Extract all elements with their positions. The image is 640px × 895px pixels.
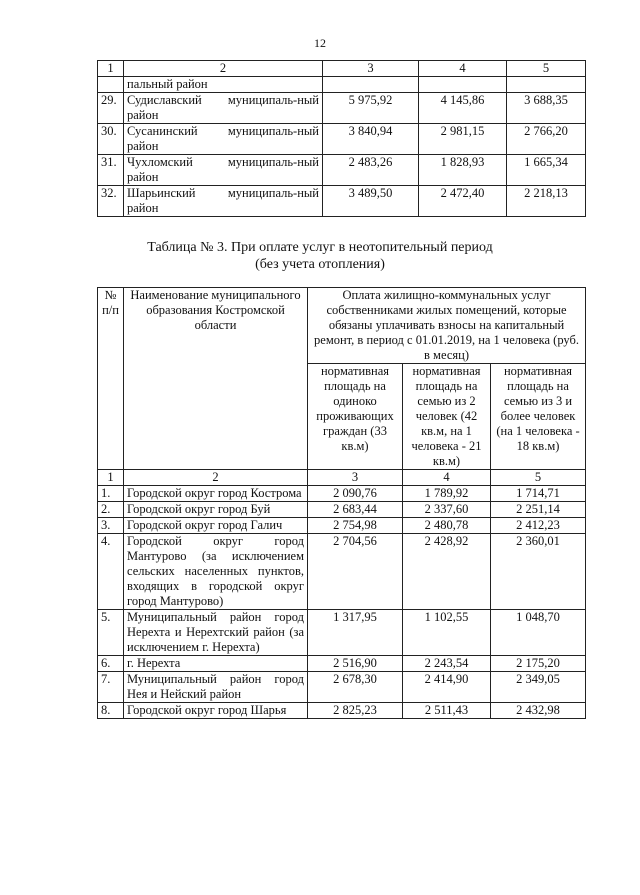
row-c3: 2 754,98 (308, 518, 403, 534)
row-c4: 2 511,43 (403, 703, 491, 719)
row-num: 30. (98, 124, 124, 155)
col-index: 3 (308, 470, 403, 486)
row-name: Городской округ город Шарья (124, 703, 308, 719)
table-row (98, 672, 586, 703)
row-c5: 1 714,71 (491, 486, 586, 502)
row-c5: 2 766,20 (507, 124, 586, 155)
row-c4: 1 828,93 (419, 155, 507, 186)
row-num: 29. (98, 93, 124, 124)
col-index: 1 (98, 470, 124, 486)
row-c4: 2 337,60 (403, 502, 491, 518)
row-name: пальный район (124, 77, 323, 93)
col-index: 4 (419, 61, 507, 77)
row-c5: 3 688,35 (507, 93, 586, 124)
row-c5: 2 218,13 (507, 186, 586, 217)
table-row (98, 534, 586, 610)
row-c4: 2 472,40 (419, 186, 507, 217)
row-num: 5. (98, 610, 124, 656)
row-c4: 2 414,90 (403, 672, 491, 703)
row-name: Муниципальный район город Нерехта и Нерехтский район (за исключением г. Нерехта) (124, 610, 308, 656)
table-row (98, 502, 586, 518)
row-c5: 2 432,98 (491, 703, 586, 719)
table-row (98, 486, 586, 502)
table-header-row (98, 288, 586, 364)
row-c4: 1 789,92 (403, 486, 491, 502)
col-index: 5 (491, 470, 586, 486)
row-c4: 2 243,54 (403, 656, 491, 672)
table-title-line2: (без учета отопления) (255, 257, 385, 272)
header-num: № п/п (98, 288, 124, 470)
row-c4: 2 981,15 (419, 124, 507, 155)
row-c5: 2 360,01 (491, 534, 586, 610)
row-c3: 2 516,90 (308, 656, 403, 672)
table-continued (97, 60, 586, 217)
header-c4: нормативная площадь на семью из 2 человек (42 кв.м, на 1 человека - 21 кв.м) (403, 364, 491, 470)
row-name: Судиславский муниципаль-ный район (124, 93, 323, 124)
row-c4: 4 145,86 (419, 93, 507, 124)
row-c3: 2 825,23 (308, 703, 403, 719)
table-title-line1: Таблица № 3. При оплате услуг в неотопительный период (147, 240, 493, 255)
row-num: 2. (98, 502, 124, 518)
col-index: 4 (403, 470, 491, 486)
row-c3: 1 317,95 (308, 610, 403, 656)
table-row (98, 77, 586, 93)
row-c3: 3 840,94 (323, 124, 419, 155)
row-name: Городской округ город Галич (124, 518, 308, 534)
row-c5: 2 349,05 (491, 672, 586, 703)
col-index: 3 (323, 61, 419, 77)
table-title (0, 239, 640, 273)
row-c5: 1 048,70 (491, 610, 586, 656)
table-row (98, 703, 586, 719)
row-name: Городской округ город Буй (124, 502, 308, 518)
row-c5: 2 251,14 (491, 502, 586, 518)
table-row (98, 518, 586, 534)
row-name: Муниципальный район город Нея и Нейский район (124, 672, 308, 703)
row-c4: 2 480,78 (403, 518, 491, 534)
row-name: г. Нерехта (124, 656, 308, 672)
row-c5: 1 665,34 (507, 155, 586, 186)
row-num: 6. (98, 656, 124, 672)
table-index-row (98, 470, 586, 486)
row-name: Шарьинский муниципаль-ный район (124, 186, 323, 217)
table-row (98, 93, 586, 124)
table-row (98, 610, 586, 656)
col-index: 2 (124, 470, 308, 486)
row-c3: 3 489,50 (323, 186, 419, 217)
page-number: 12 (314, 36, 326, 50)
row-c4: 2 428,92 (403, 534, 491, 610)
col-index: 1 (98, 61, 124, 77)
col-index: 2 (124, 61, 323, 77)
row-num: 32. (98, 186, 124, 217)
header-c5: нормативная площадь на семью из 3 и более человек (на 1 человека - 18 кв.м) (491, 364, 586, 470)
row-name: Городской округ город Кострома (124, 486, 308, 502)
table-row (98, 656, 586, 672)
table-row (98, 155, 586, 186)
row-name: Сусанинский муниципаль-ный район (124, 124, 323, 155)
table-row (98, 186, 586, 217)
row-name: Чухломский муниципаль-ный район (124, 155, 323, 186)
row-c3: 5 975,92 (323, 93, 419, 124)
row-c5: 2 175,20 (491, 656, 586, 672)
row-c3: 2 483,26 (323, 155, 419, 186)
row-c4: 1 102,55 (403, 610, 491, 656)
row-num: 7. (98, 672, 124, 703)
row-num: 4. (98, 534, 124, 610)
row-num: 31. (98, 155, 124, 186)
header-c3: нормативная площадь на одиноко проживающих граждан (33 кв.м) (308, 364, 403, 470)
row-c3: 2 683,44 (308, 502, 403, 518)
table-3 (97, 287, 586, 719)
row-c3: 2 678,30 (308, 672, 403, 703)
table-header-row (98, 61, 586, 77)
row-num: 3. (98, 518, 124, 534)
row-name: Городской округ город Мантурово (за исключением сельских населенных пунктов, входящих в городской округ город Мантурово) (124, 534, 308, 610)
header-name: Наименование муниципального образования Костромской области (124, 288, 308, 470)
row-c3: 2 090,76 (308, 486, 403, 502)
header-group: Оплата жилищно-коммунальных услуг собственниками жилых помещений, которые обязаны уплачивать взносы на капитальный ремонт, в период с 01.01.2019, на 1 человека (руб. в месяц) (308, 288, 586, 364)
row-c3: 2 704,56 (308, 534, 403, 610)
row-num: 8. (98, 703, 124, 719)
row-num: 1. (98, 486, 124, 502)
table-row (98, 124, 586, 155)
row-c5: 2 412,23 (491, 518, 586, 534)
col-index: 5 (507, 61, 586, 77)
